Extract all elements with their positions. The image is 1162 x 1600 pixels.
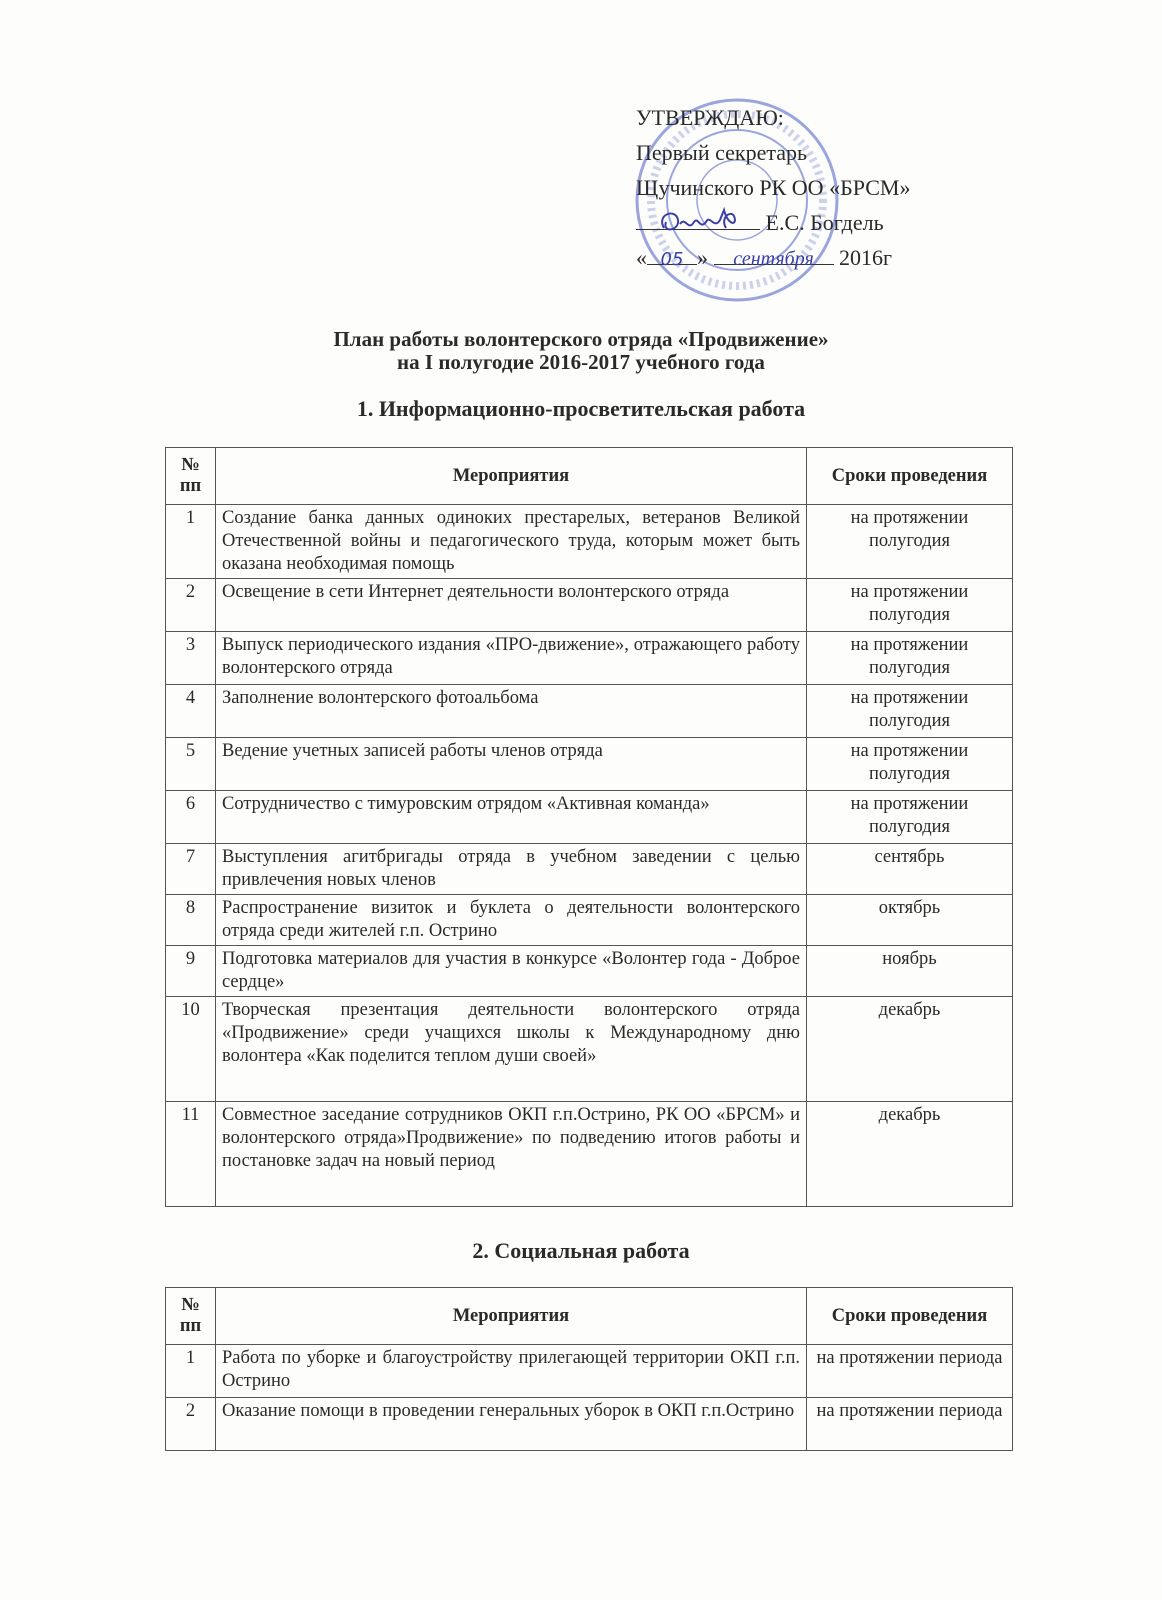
table-row — [166, 844, 1013, 895]
activity-date: на протяжении полугодия — [807, 505, 1013, 579]
table-row — [166, 1398, 1013, 1451]
row-number: 5 — [166, 738, 216, 791]
row-number: 1 — [166, 505, 216, 579]
handwritten-signature — [654, 206, 744, 242]
section-heading: 2. Социальная работа — [472, 1238, 690, 1263]
approval-date — [636, 240, 910, 275]
table-row — [166, 738, 1013, 791]
activity-text: Освещение в сети Интернет деятельности волонтерского отряда — [216, 579, 807, 632]
column-header-number: № пп — [166, 1288, 216, 1345]
date-day: 05 — [647, 242, 697, 265]
activity-text: Оказание помощи в проведении генеральных уборок в ОКП г.п.Острино — [216, 1398, 807, 1451]
activity-text: Творческая презентация деятельности волонтерского отряда «Продвижение» среди учащихся школы к Международному дню волонтера «Как поделится теплом души своей» — [216, 997, 807, 1102]
table-row — [166, 1345, 1013, 1398]
column-header-dates: Сроки проведения — [807, 1288, 1013, 1345]
document-subtitle: на I полугодие 2016-2017 учебного года — [397, 350, 765, 374]
activity-text: Заполнение волонтерского фотоальбома — [216, 685, 807, 738]
date-year: 2016г — [839, 245, 893, 270]
row-number: 8 — [166, 895, 216, 946]
table-row — [166, 685, 1013, 738]
row-number: 3 — [166, 632, 216, 685]
activity-date: декабрь — [807, 1102, 1013, 1207]
table-row — [166, 997, 1013, 1102]
activity-date: на протяжении полугодия — [807, 738, 1013, 791]
activity-text: Работа по уборке и благоустройству прилегающей территории ОКП г.п. Острино — [216, 1345, 807, 1398]
activity-date: на протяжении полугодия — [807, 579, 1013, 632]
table-row — [166, 505, 1013, 579]
activity-text: Сотрудничество с тимуровским отрядом «Активная команда» — [216, 791, 807, 844]
activity-text: Распространение визиток и буклета о деятельности волонтерского отряда среди жителей г.п. Острино — [216, 895, 807, 946]
activity-text: Выступления агитбригады отряда в учебном заведении с целью привлечения новых членов — [216, 844, 807, 895]
activity-text: Ведение учетных записей работы членов отряда — [216, 738, 807, 791]
table-header-row — [166, 448, 1013, 505]
section-heading: 1. Информационно-просветительская работа — [356, 396, 806, 421]
column-header-activities: Мероприятия — [216, 448, 807, 505]
activity-date: на протяжении полугодия — [807, 632, 1013, 685]
column-header-activities: Мероприятия — [216, 1288, 807, 1345]
table-row — [166, 579, 1013, 632]
approval-heading: УТВЕРЖДАЮ: — [636, 105, 784, 130]
row-number: 10 — [166, 997, 216, 1102]
activity-date: на протяжении полугодия — [807, 685, 1013, 738]
quote-open: « — [636, 245, 647, 270]
activity-date: ноябрь — [807, 946, 1013, 997]
table-row — [166, 791, 1013, 844]
quote-close: » — [697, 245, 708, 270]
activity-date: на протяжении периода — [807, 1345, 1013, 1398]
activity-text: Совместное заседание сотрудников ОКП г.п.Острино, РК ОО «БРСМ» и волонтерского отряда»Продвижение» по подведению итогов работы и постановке задач на новый период — [216, 1102, 807, 1207]
row-number: 11 — [166, 1102, 216, 1207]
activity-date: сентябрь — [807, 844, 1013, 895]
activity-date: на протяжении периода — [807, 1398, 1013, 1451]
activity-text: Выпуск периодического издания «ПРО-движение», отражающего работу волонтерского отряда — [216, 632, 807, 685]
row-number: 6 — [166, 791, 216, 844]
table-row — [166, 632, 1013, 685]
plan-table-social — [165, 1287, 1013, 1451]
activity-text: Создание банка данных одиноких престарелых, ветеранов Великой Отечественной войны и педагогического труда, которым может быть оказана необходимая помощь — [216, 505, 807, 579]
column-header-dates: Сроки проведения — [807, 448, 1013, 505]
table-header-row — [166, 1288, 1013, 1345]
row-number: 2 — [166, 1398, 216, 1451]
approver-position: Первый секретарь — [636, 140, 808, 165]
row-number: 1 — [166, 1345, 216, 1398]
date-month: сентября — [714, 242, 834, 265]
activity-date: на протяжении полугодия — [807, 791, 1013, 844]
document-title: План работы волонтерского отряда «Продвижение» — [333, 327, 829, 351]
approver-name: Е.С. Богдель — [765, 210, 884, 235]
column-header-number: № пп — [166, 448, 216, 505]
row-number: 7 — [166, 844, 216, 895]
row-number: 9 — [166, 946, 216, 997]
table-row — [166, 946, 1013, 997]
row-number: 2 — [166, 579, 216, 632]
activity-date: декабрь — [807, 997, 1013, 1102]
approver-organization: Щучинского РК ОО «БРСМ» — [636, 175, 911, 200]
activity-text: Подготовка материалов для участия в конкурсе «Волонтер года - Доброе сердце» — [216, 946, 807, 997]
table-row — [166, 895, 1013, 946]
plan-table-info — [165, 447, 1013, 1207]
activity-date: октябрь — [807, 895, 1013, 946]
row-number: 4 — [166, 685, 216, 738]
table-row — [166, 1102, 1013, 1207]
approval-block — [636, 100, 910, 275]
